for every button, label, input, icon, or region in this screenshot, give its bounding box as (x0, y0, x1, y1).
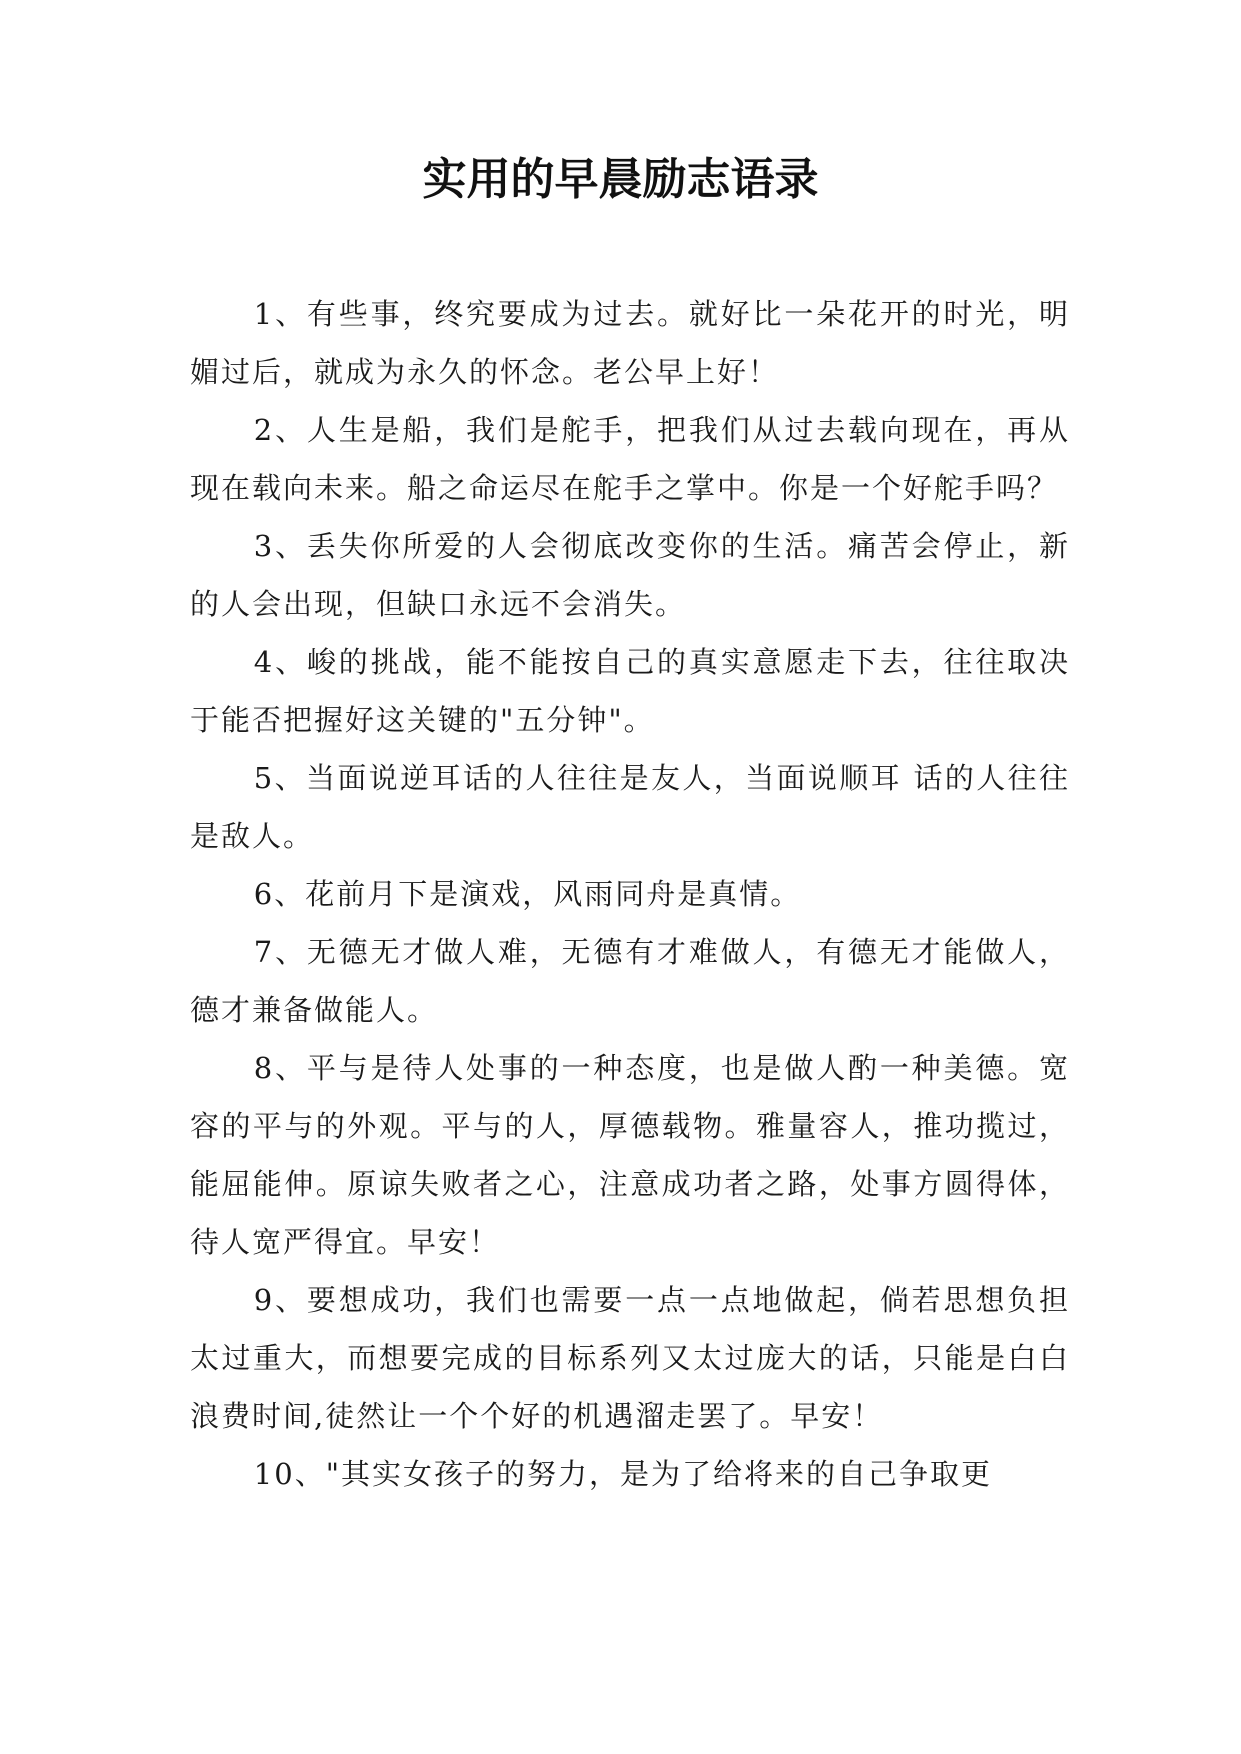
paragraph-9: 9、要想成功，我们也需要一点一点地做起，倘若思想负担太过重大，而想要完成的目标系列又太过庞大的话，只能是白白浪费时间,徒然让一个个好的机遇溜走罢了。早安！ (190, 1283, 1070, 1433)
paragraph-6: 6、花前月下是演戏，风雨同舟是真情。 (253, 877, 802, 911)
document-body (190, 285, 1070, 1503)
paragraph-3: 3、丢失你所爱的人会彻底改变你的生活。痛苦会停止，新的人会出现，但缺口永远不会消失。 (190, 529, 1070, 621)
paragraph-8: 8、平与是待人处事的一种态度，也是做人酌一种美德。宽容的平与的外观。平与的人，厚德载物。雅量容人，推功揽过，能屈能伸。原谅失败者之心，注意成功者之路，处事方圆得体，待人宽严得宜。早安！ (190, 1051, 1070, 1259)
paragraph-2: 2、人生是船，我们是舵手，把我们从过去载向现在，再从现在载向未来。船之命运尽在舵手之掌中。你是一个好舵手吗？ (190, 413, 1070, 505)
paragraph-1: 1、有些事，终究要成为过去。就好比一朵花开的时光，明媚过后，就成为永久的怀念。老公早上好！ (190, 297, 1070, 389)
paragraph-7: 7、无德无才做人难，无德有才难做人，有德无才能做人，德才兼备做能人。 (190, 935, 1070, 1027)
document-title: 实用的早晨励志语录 (422, 154, 819, 205)
paragraph-10: 10、"其实女孩子的努力，是为了给将来的自己争取更 (253, 1457, 993, 1491)
paragraph-5: 5、当面说逆耳话的人往往是友人，当面说顺耳 话的人往往是敌人。 (190, 761, 1070, 853)
paragraph-4: 4、峻的挑战，能不能按自己的真实意愿走下去，往往取决于能否把握好这关键的"五分钟"。 (190, 645, 1070, 737)
